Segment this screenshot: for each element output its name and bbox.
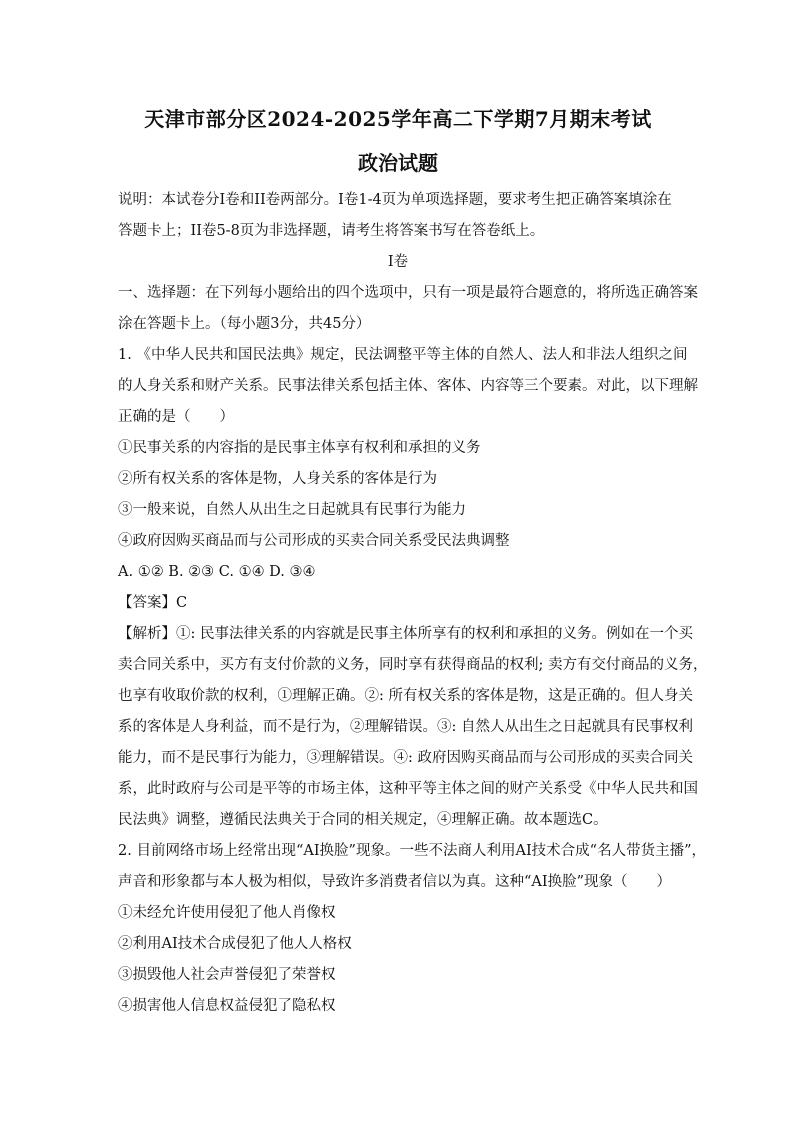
question-2-stem-line-1: 2. 目前网络市场上经常出现“AI换脸”现象。一些不法商人利用AI技术合成“名人带货主播”， [118, 843, 706, 859]
question-1-analysis-line-6: 系，此时政府与公司是平等的市场主体，这种平等主体之间的财产关系受《中华人民共和国 [118, 781, 698, 797]
section-heading: I卷 [387, 254, 409, 270]
question-1-statement-2: ②所有权关系的客体是物，人身关系的客体是行为 [118, 471, 437, 487]
question-1-analysis-line-2: 卖合同关系中，买方有支付价款的义务，同时享有获得商品的权利; 卖方有交付商品的义务， [118, 657, 708, 673]
question-1-stem-line-1: 1. 《中华人民共和国民法典》规定，民法调整平等主体的自然人、法人和非法人组织之间 [118, 347, 688, 363]
question-2-statement-4: ④损害他人信息权益侵犯了隐私权 [118, 998, 336, 1014]
question-1-options: A. ①② B. ②③ C. ①④ D. ③④ [118, 564, 316, 580]
question-1-answer: 【答案】C [118, 595, 188, 611]
section-instruction-line-1: 一、选择题：在下列每小题给出的四个选项中，只有一项是最符合题意的，将所选正确答案 [118, 285, 698, 301]
section-instruction-line-2: 涂在答题卡上。（每小题3分，共45分） [118, 316, 371, 332]
question-1-stem-line-3: 正确的是（ ） [118, 409, 234, 425]
question-1-analysis-line-1: 【解析】①: 民事法律关系的内容就是民事主体所享有的权利和承担的义务。例如在一个买 [118, 626, 693, 642]
question-2-statement-3: ③损毁他人社会声誉侵犯了荣誉权 [118, 967, 336, 983]
document-title: 天津市部分区2024-2025学年高二下学期7月期末考试 [144, 107, 652, 131]
question-1-statement-1: ①民事关系的内容指的是民事主体享有权利和承担的义务 [118, 440, 481, 456]
question-1-statement-3: ③一般来说，自然人从出生之日起就具有民事行为能力 [118, 502, 466, 518]
document-subtitle: 政治试题 [358, 151, 438, 175]
instructions-line-2: 答题卡上；II卷5-8页为非选择题，请考生将答案书写在答卷纸上。 [118, 223, 545, 239]
question-1-stem-line-2: 的人身关系和财产关系。民事法律关系包括主体、客体、内容等三个要素。对此，以下理解 [118, 378, 698, 394]
question-2-stem-line-2: 声音和形象都与本人极为相似，导致许多消费者信以为真。这种“AI换脸”现象（ ） [118, 874, 672, 890]
question-1-analysis-line-5: 能力，而不是民事行为能力，③理解错误。④: 政府因购买商品而与公司形成的买卖合同关 [118, 750, 693, 766]
instructions-line-1: 说明：本试卷分I卷和II卷两部分。I卷1-4页为单项选择题，要求考生把正确答案填涂在 [118, 192, 672, 208]
question-1-analysis-line-7: 民法典》调整，遵循民法典关于合同的相关规定，④理解正确。故本题选C。 [118, 812, 608, 828]
question-2-statement-1: ①未经允许使用侵犯了他人肖像权 [118, 905, 336, 921]
question-1-statement-4: ④政府因购买商品而与公司形成的买卖合同关系受民法典调整 [118, 533, 510, 549]
question-1-analysis-line-4: 系的客体是人身利益，而不是行为，②理解错误。③: 自然人从出生之日起就具有民事权利 [118, 719, 693, 735]
question-1-analysis-line-3: 也享有收取价款的权利，①理解正确。②: 所有权关系的客体是物，这是正确的。但人身关 [118, 688, 693, 704]
question-2-statement-2: ②利用AI技术合成侵犯了他人人格权 [118, 936, 352, 952]
